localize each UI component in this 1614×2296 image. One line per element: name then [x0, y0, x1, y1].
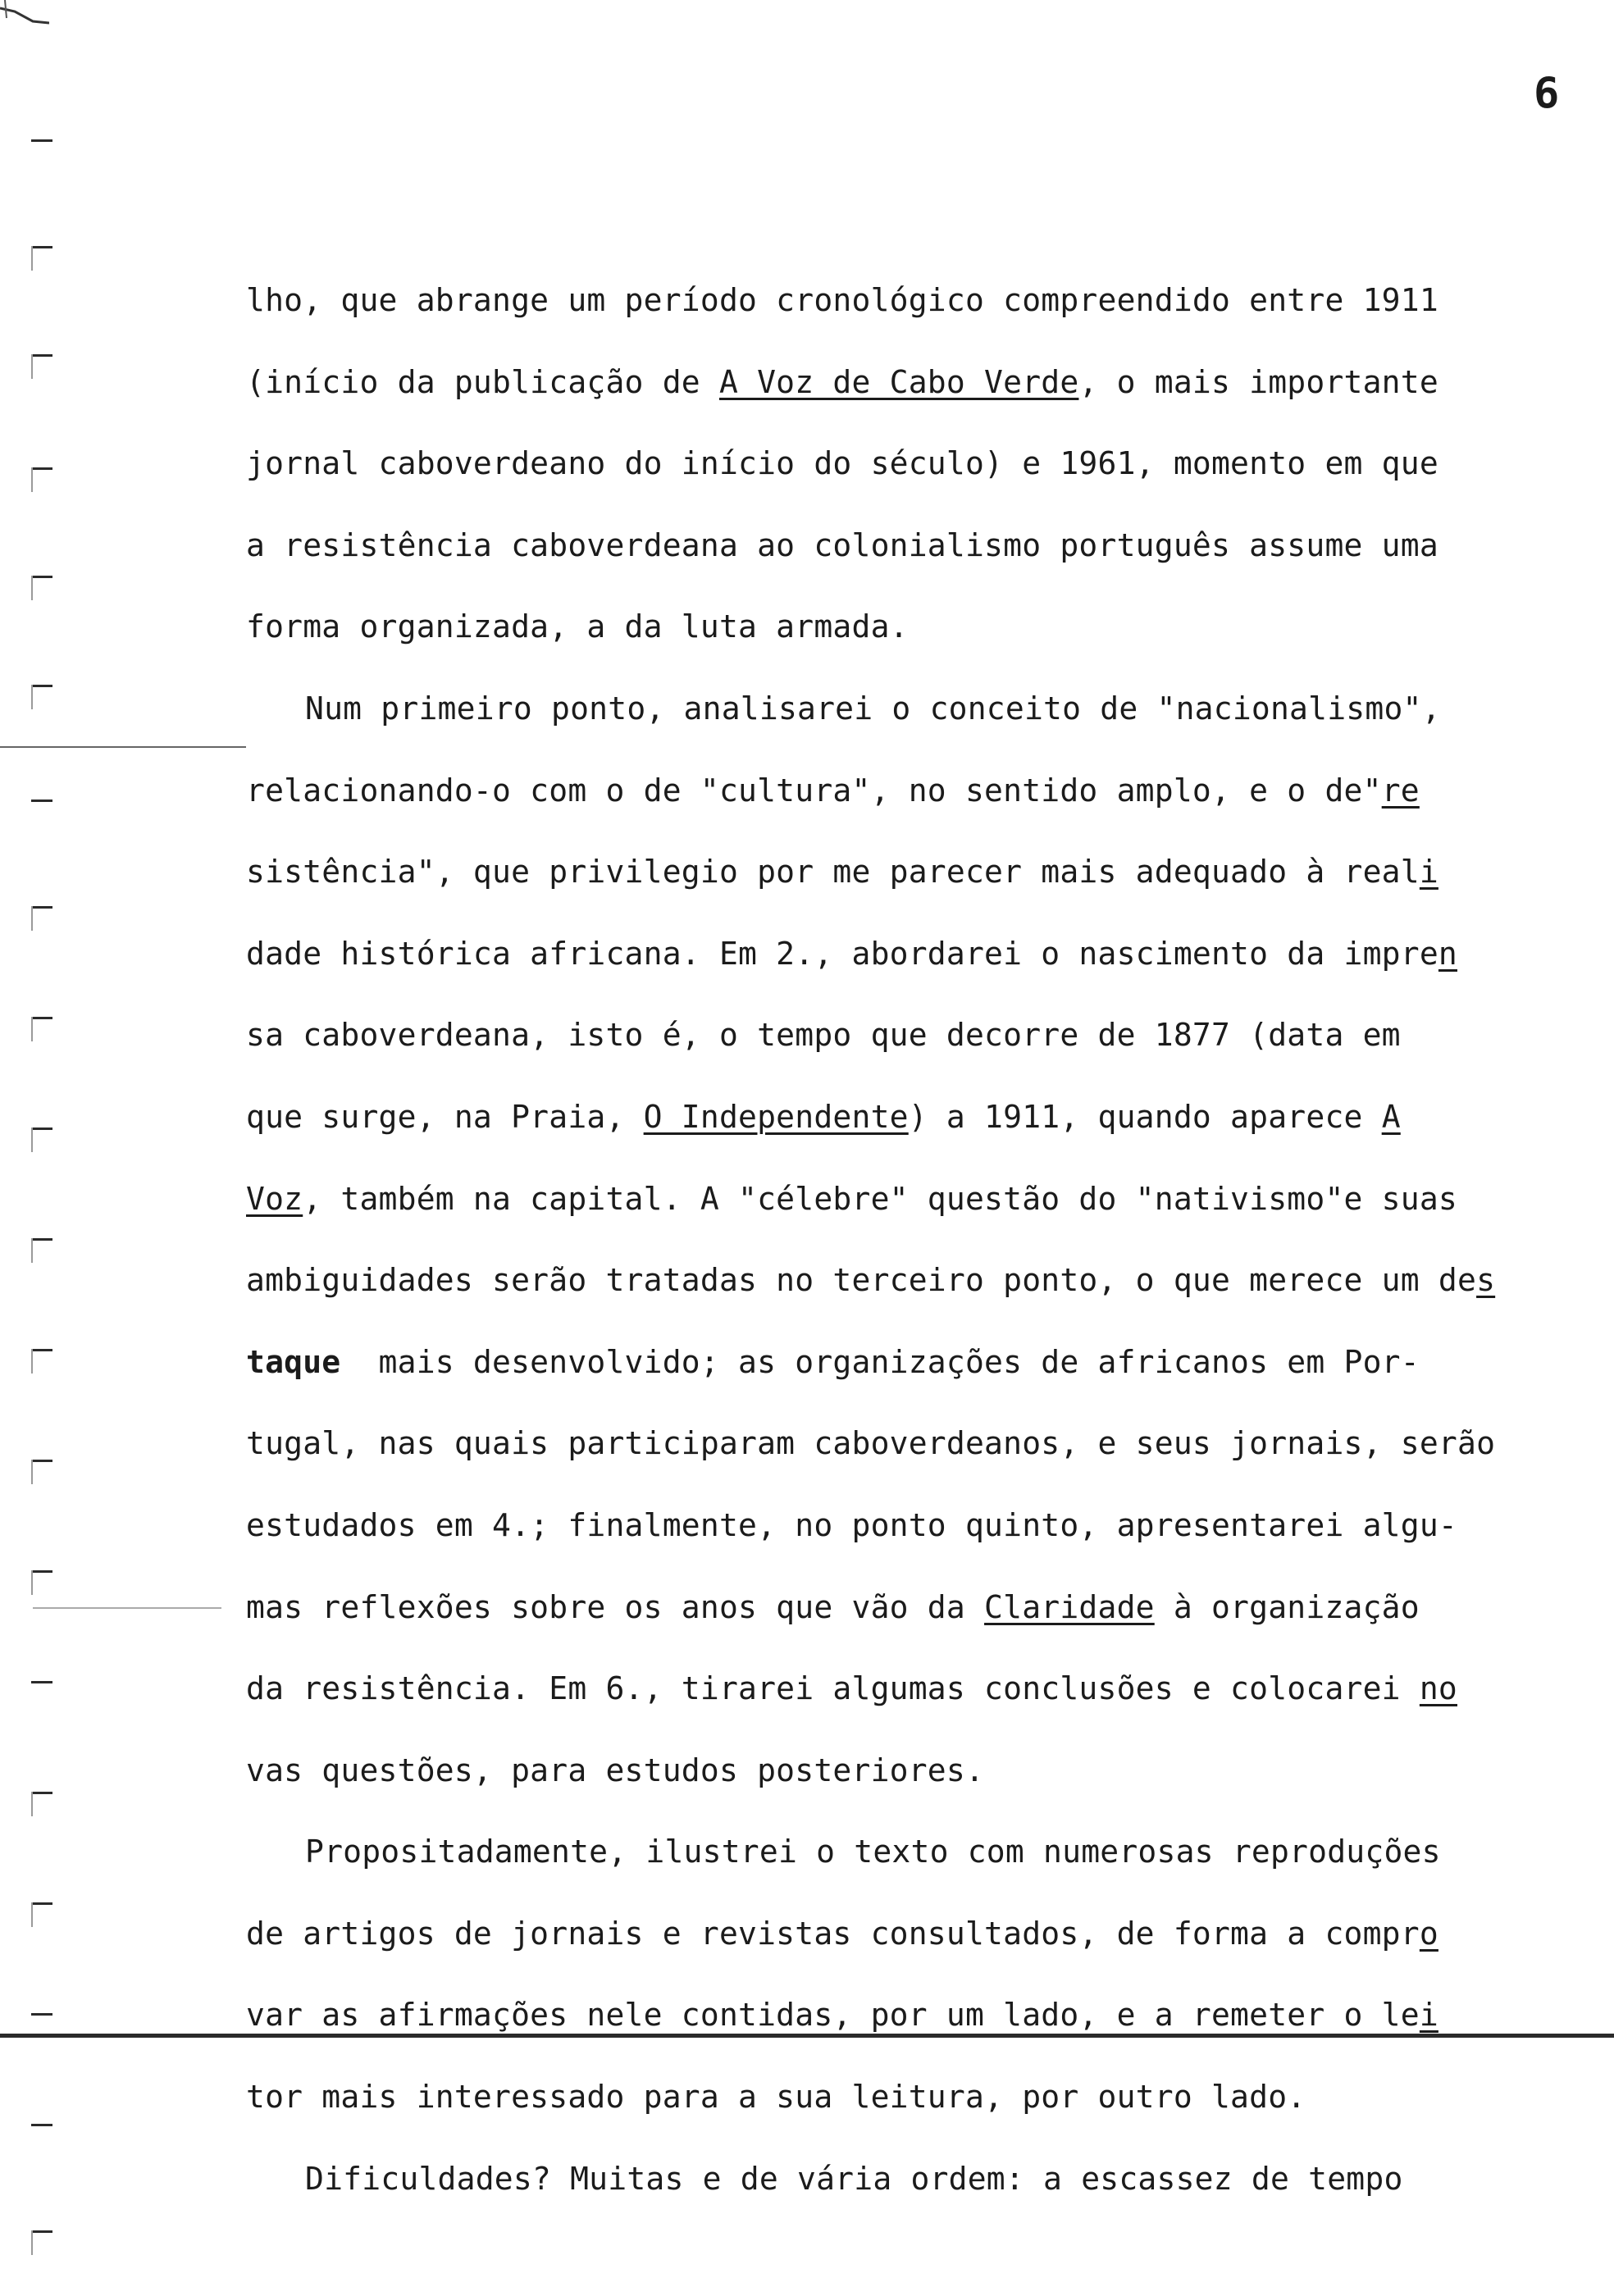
corner-mark	[0, 0, 49, 25]
underlined-text: Claridade	[984, 1588, 1155, 1625]
text-segment: , o mais importante	[1078, 363, 1438, 400]
text-segment: lho, que abrange um período cronológico compreendido entre 1911	[246, 282, 1438, 318]
text-line	[246, 1337, 1575, 1419]
text-segment: Propositadamente, ilustrei o texto com numerosas reproduções	[305, 1834, 1441, 1870]
text-segment: da resistência. Em 6., tirarei algumas conclusões e colocarei	[246, 1670, 1420, 1707]
text-line	[246, 602, 1575, 684]
page-number: 6	[1534, 69, 1560, 118]
underlined-text: no	[1419, 1670, 1457, 1707]
margin-tick	[31, 467, 52, 470]
text-segment: que surge, na Praia,	[246, 1098, 644, 1135]
text-line	[246, 1827, 1575, 1909]
text-line	[246, 684, 1575, 766]
margin-tick	[31, 685, 52, 687]
text-line	[246, 766, 1575, 848]
margin-tick	[31, 1128, 52, 1130]
text-segment: jornal caboverdeano do início do século) e 1961, momento em que	[246, 445, 1438, 482]
text-line	[246, 1092, 1575, 1174]
text-line	[246, 1419, 1575, 1501]
margin-tick	[31, 1681, 52, 1683]
text-segment: vas questões, para estudos posteriores.	[246, 1752, 985, 1788]
text-line	[246, 1583, 1575, 1665]
underlined-text: i	[1419, 854, 1438, 891]
text-line	[246, 2072, 1575, 2154]
text-segment: , também na capital. A "célebre" questão do "nativismo"e suas	[303, 1180, 1457, 1217]
underlined-text: i	[1419, 1997, 1438, 2034]
text-segment: tugal, nas quais participaram caboverdeanos, e seus jornais, serão	[246, 1425, 1496, 1462]
body-text	[246, 276, 1575, 2235]
text-segment: dade histórica africana. Em 2., abordarei o nascimento da impre	[246, 935, 1438, 972]
margin-tick	[31, 576, 52, 578]
text-segment: ) a 1911, quando aparece	[908, 1098, 1382, 1135]
text-line	[246, 521, 1575, 603]
text-line	[246, 929, 1575, 1011]
underlined-text: re	[1381, 772, 1420, 809]
underlined-text: o	[1419, 1915, 1438, 1952]
text-line	[246, 1174, 1575, 1256]
text-segment: sa caboverdeana, isto é, o tempo que decorre de 1877 (data em	[246, 1017, 1401, 1054]
text-line	[246, 2154, 1575, 2236]
text-segment: à organização	[1154, 1588, 1420, 1625]
margin-tick	[31, 1792, 52, 1794]
text-segment: forma organizada, a da luta armada.	[246, 608, 909, 645]
underlined-text: A Voz de Cabo Verde	[718, 363, 1079, 400]
text-segment: taque	[246, 1343, 341, 1380]
text-line	[246, 847, 1575, 929]
text-line	[246, 1909, 1575, 1991]
text-segment: de artigos de jornais e revistas consultados, de forma a compr	[246, 1915, 1420, 1952]
text-line	[246, 1664, 1575, 1746]
text-segment: var as afirmações nele contidas, por um lado, e a remeter o le	[246, 1997, 1420, 2034]
text-segment: tor mais interessado para a sua leitura, por outro lado.	[246, 2079, 1306, 2116]
text-line	[246, 1501, 1575, 1583]
text-segment: a resistência caboverdeana ao colonialismo português assume uma	[246, 526, 1438, 563]
text-line	[246, 1990, 1575, 2072]
scan-line	[0, 746, 246, 748]
margin-tick	[31, 906, 52, 909]
text-segment: Dificuldades? Muitas e de vária ordem: a escassez de tempo	[305, 2160, 1403, 2197]
text-segment: relacionando-o com o de "cultura", no sentido amplo, e o de"	[246, 772, 1382, 809]
margin-tick	[31, 2013, 52, 2016]
text-line	[246, 439, 1575, 521]
margin-tick	[31, 800, 52, 802]
margin-tick	[31, 2230, 52, 2233]
margin-tick	[31, 1902, 52, 1905]
text-segment: (início da publicação de	[246, 363, 719, 400]
margin-tick	[31, 1570, 52, 1573]
text-segment: mas reflexões sobre os anos que vão da	[246, 1588, 985, 1625]
text-line	[246, 1746, 1575, 1828]
text-line	[246, 358, 1575, 440]
left-margin-marks	[0, 0, 98, 2296]
text-line	[246, 1255, 1575, 1337]
underlined-text: A	[1381, 1098, 1401, 1135]
text-segment: estudados em 4.; finalmente, no ponto quinto, apresentarei algu-	[246, 1506, 1457, 1543]
underlined-text: s	[1476, 1262, 1496, 1299]
text-segment: mais desenvolvido; as organizações de africanos em Por-	[340, 1343, 1420, 1380]
text-line	[246, 1010, 1575, 1092]
margin-tick	[31, 1349, 52, 1351]
margin-tick	[31, 2124, 52, 2126]
scan-line	[33, 1607, 221, 1609]
underlined-text: Voz	[246, 1180, 303, 1217]
margin-tick	[31, 246, 52, 248]
underlined-text: n	[1438, 935, 1457, 972]
margin-tick	[31, 1017, 52, 1019]
margin-tick	[31, 354, 52, 357]
underlined-text: O Independente	[643, 1098, 909, 1135]
margin-tick	[31, 1460, 52, 1462]
margin-tick	[31, 1238, 52, 1241]
text-segment: ambiguidades serão tratadas no terceiro ponto, o que merece um de	[246, 1262, 1477, 1299]
text-segment: sistência", que privilegio por me parecer mais adequado à real	[246, 854, 1420, 891]
text-segment: Num primeiro ponto, analisarei o conceito de "nacionalismo",	[305, 690, 1441, 727]
text-line	[246, 276, 1575, 358]
margin-tick	[31, 139, 52, 142]
